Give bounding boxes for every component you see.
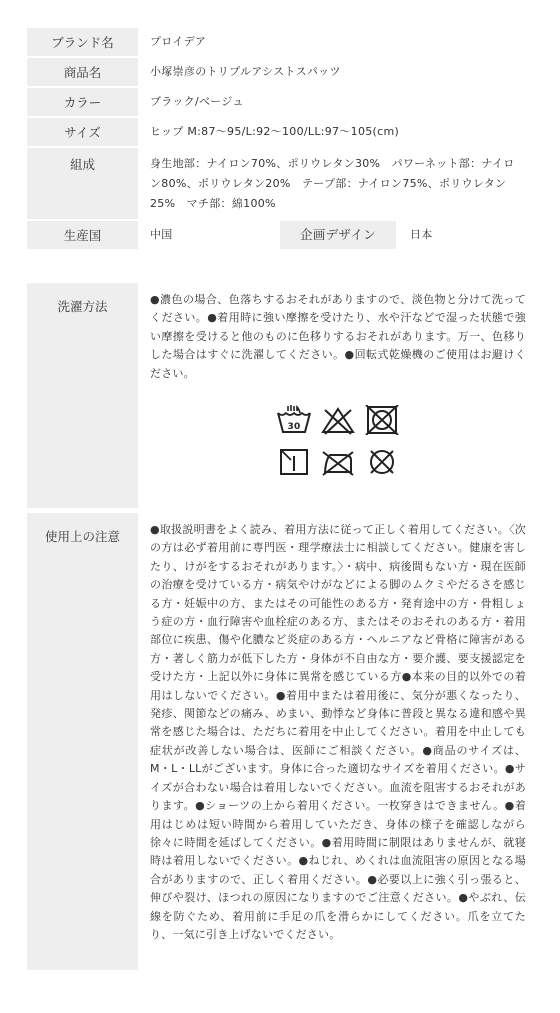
- no-iron-icon: [320, 447, 356, 477]
- product-value: 小塚崇彦のトリプルアシストスパッツ: [138, 58, 534, 86]
- composition-value: 身生地部：ナイロン70%、ポリウレタン30% パワーネット部：ナイロン80%、ポリウレタン20% テープ部：ナイロン75%、ポリウレタン25% マチ部：綿100%: [138, 148, 534, 219]
- country-value: 中国: [150, 228, 173, 241]
- no-bleach-icon: [320, 405, 356, 435]
- line-dry-shade-icon: [276, 447, 312, 477]
- washing-label: 洗濯方法: [27, 283, 138, 508]
- color-label: カラー: [27, 88, 138, 116]
- brand-label: ブランド名: [27, 28, 138, 56]
- spec-row-country: [27, 221, 534, 249]
- washing-section: [27, 283, 534, 508]
- country-label: 生産国: [27, 221, 138, 249]
- brand-value: プロイデア: [138, 28, 534, 56]
- svg-text:30: 30: [287, 422, 301, 433]
- spec-row-color: [27, 88, 534, 116]
- size-value: ヒップ M:87〜95/L:92〜100/LL:97〜105(cm): [138, 118, 534, 146]
- spec-row-composition: [27, 148, 534, 219]
- care-symbols: [150, 405, 526, 489]
- notes-label: 使用上の注意: [27, 513, 138, 970]
- country-value-wrap: [138, 221, 534, 249]
- spec-table: [27, 28, 534, 251]
- washing-text: ●濃色の場合、色落ちするおそれがありますので、淡色物と分けて洗ってください。●着用時に強い摩擦を受けたり、水や汗などで湿った状態で強い摩擦を受けると他のものに色移りするおそれがあります。万一、色移りした場合はすぐに洗濯してください。●回転式乾燥機のご使用はお避けください。: [150, 293, 526, 380]
- product-label: 商品名: [27, 58, 138, 86]
- size-label: サイズ: [27, 118, 138, 146]
- spec-row-size: [27, 118, 534, 146]
- spec-row-brand: [27, 28, 534, 56]
- spec-row-product: [27, 58, 534, 86]
- design-value: 日本: [410, 228, 433, 241]
- color-value: ブラック/ベージュ: [138, 88, 534, 116]
- notes-section: [27, 513, 534, 970]
- no-tumble-dry-icon: [364, 405, 400, 435]
- hand-wash-30-icon: [276, 405, 312, 435]
- washing-body: [138, 283, 534, 508]
- design-label: 企画デザイン: [280, 221, 396, 249]
- composition-label: 組成: [27, 148, 138, 219]
- no-dry-clean-icon: [364, 447, 400, 477]
- notes-text: ●取扱説明書をよく読み、着用方法に従って正しく着用してください。〈次の方は必ず着用前に専門医・理学療法士に相談してください。健康を害したり、けがをするおそれがあります。〉・病中、病後間もない方・現在医師の治療を受けている方・病気やけがなどによる脚のムクミやだるさを感じる方・妊娠中の方、またはその可能性のある方・発育途中の方・骨粗しょう症の方・血行障害や血栓症のある方、またはそのおそれのある方・着用部位に疾患、傷や化膿など炎症のある方・ヘルニアなど骨格に障害がある方・著しく筋力が低下した方・身体が不自由な方・要介護、要支援認定を受けた方・上記以外に身体に異常を感じている方●本来の目的以外での着用はしないでください。●着用中または着用後に、気分が悪くなったり、発疹、関節などの痛み、めまい、動悸など身体に普段と異なる違和感や異常を感じた場合は、ただちに着用を中止してください。着用を中止しても症状が改善しない場合は、医師にご相談ください。●商品のサイズは、M・L・LLがございます。身体に合った適切なサイズを着用ください。●サイズが合わない場合は着用しないでください。血流を阻害するおそれがあります。●ショーツの上から着用ください。一枚穿きはできません。●着用はじめは短い時間から着用していただき、身体の様子を確認しながら徐々に時間を延ばしてください。●着用時間に制限はありませんが、就寝時は着用しないでください。●ねじれ、めくれは血流阻害の原因となる場合がありますので、正しく着用ください。●必要以上に強く引っ張ると、伸びや裂け、ほつれの原因になりますのでご注意ください。●やぶれ、伝線を防ぐため、着用前に手足の爪を滑らかにしてください。爪を立てたり、一気に引き上げないでください。: [138, 513, 534, 970]
